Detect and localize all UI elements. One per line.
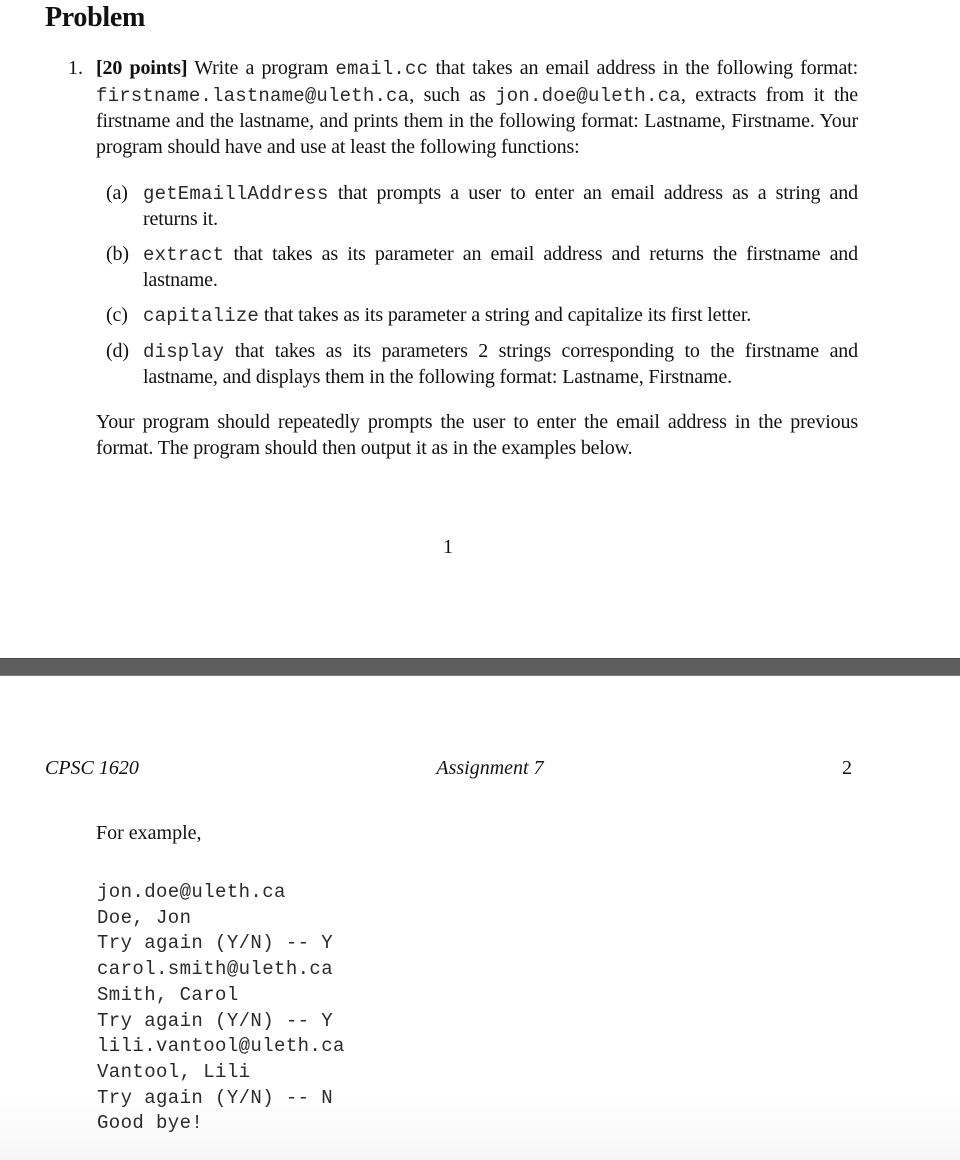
function-name: getEmaillAddress	[143, 183, 329, 205]
closing-paragraph: Your program should repeatedly prompts the user to enter the email address in the previous format. The program should then output it as in the examples below.	[96, 411, 858, 459]
problem-statement	[68, 56, 858, 160]
list-item-label: (d)	[106, 340, 129, 362]
list-item	[106, 339, 858, 390]
problem-text-2: that takes an email address in the following format:	[428, 57, 858, 79]
header-page-number: 2	[842, 757, 852, 779]
header-course: CPSC 1620	[45, 757, 139, 779]
header-assignment: Assignment 7	[436, 757, 544, 779]
console-line: Vantool, Lili	[97, 1060, 251, 1083]
function-name: capitalize	[143, 305, 260, 327]
problem-body	[96, 56, 858, 160]
function-list	[106, 181, 858, 400]
console-line: Smith, Carol	[97, 983, 239, 1006]
problem-text-4: , extracts from it the firstname and the lastname, and prints them in the following format: Lastname, Firstname. Your program should have and use at least the following functions:	[96, 83, 858, 158]
console-line: carol.smith@uleth.ca	[97, 958, 334, 981]
function-name: extract	[143, 244, 225, 266]
problem-number: 1.	[68, 57, 83, 79]
document-page-2	[0, 676, 960, 1160]
function-description: that prompts a user to enter an email address as a string and returns it.	[143, 182, 858, 230]
list-item	[106, 303, 858, 329]
section-title: Problem	[45, 2, 146, 33]
console-line: Good bye!	[97, 1112, 204, 1135]
problem-points: [20 points]	[96, 57, 188, 79]
console-output	[97, 880, 345, 1137]
page-separator	[0, 658, 960, 676]
console-line: Try again (Y/N) -- N	[97, 1086, 334, 1109]
function-description: that takes as its parameters 2 strings corresponding to the firstname and lastname, and displays them in the following format: Lastname, Firstname.	[143, 340, 858, 388]
console-line: Try again (Y/N) -- Y	[97, 932, 334, 955]
example-intro: For example,	[96, 822, 202, 844]
page-number: 1	[443, 536, 453, 558]
code-filename: email.cc	[335, 58, 429, 80]
list-item	[106, 181, 858, 232]
function-name: display	[143, 341, 225, 363]
console-line: jon.doe@uleth.ca	[97, 881, 286, 903]
code-example-email: jon.doe@uleth.ca	[495, 84, 681, 107]
problem-text-1: Write a program	[187, 57, 336, 79]
function-description: that takes as its parameter a string and capitalize its first letter.	[259, 304, 752, 326]
list-item-label: (c)	[106, 304, 128, 326]
list-item	[106, 242, 858, 293]
code-format: firstname.lastname@uleth.ca	[96, 84, 410, 107]
console-line: lili.vantool@uleth.ca	[97, 1035, 345, 1058]
list-item-label: (a)	[106, 182, 128, 204]
console-line: Doe, Jon	[97, 906, 192, 929]
problem-text-3: , such as	[409, 83, 496, 106]
function-description: that takes as its parameter an email address and returns the firstname and lastname.	[143, 243, 858, 291]
list-item-label: (b)	[106, 243, 129, 265]
console-line: Try again (Y/N) -- Y	[97, 1009, 334, 1032]
